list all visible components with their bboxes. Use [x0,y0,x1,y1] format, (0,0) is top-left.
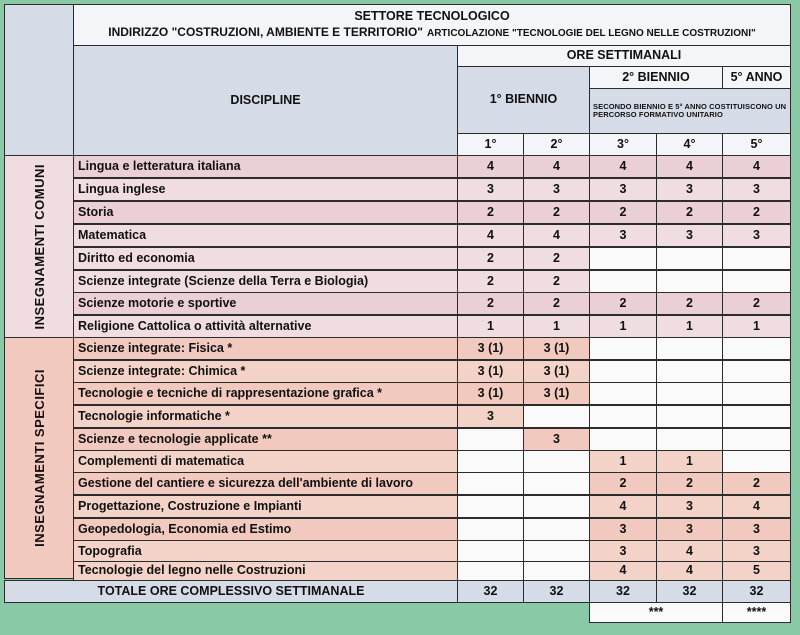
hours-cell: 3 [722,518,791,541]
hours-cell: 1 [656,450,723,473]
hours-cell: 2 [722,201,791,224]
hours-cell [656,382,723,405]
discipline-name: Tecnologie informatiche * [73,405,458,428]
hours-cell: 2 [656,201,723,224]
hours-cell: 2 [523,247,590,270]
hours-cell: 2 [589,201,657,224]
hours-cell: 4 [722,495,791,518]
hours-cell: 2 [722,292,791,315]
year-header-5: 5° [722,133,791,156]
hours-cell: 4 [589,561,657,581]
hours-cell [722,428,791,451]
footnote-second-biennium: *** [589,602,723,623]
discipline-name: Topografia [73,540,458,563]
hours-cell: 3 (1) [457,337,524,360]
hours-cell: 3 [589,540,657,563]
hours-cell: 2 [457,247,524,270]
hours-cell: 3 [457,178,524,201]
discipline-name: Complementi di matematica [73,450,458,473]
discipline-name: Lingua inglese [73,178,458,201]
hours-cell: 3 [656,224,723,247]
discipline-name: Geopedologia, Economia ed Estimo [73,518,458,541]
discipline-name: Scienze integrate: Fisica * [73,337,458,360]
second-biennium-header: 2° BIENNIO [589,66,723,89]
discipline-name: Scienze integrate: Chimica * [73,360,458,383]
hours-cell: 3 (1) [457,360,524,383]
unit-path-note: SECONDO BIENNIO E 5° ANNO COSTITUISCONO UN PERCORSO FORMATIVO UNITARIO [589,88,791,134]
hours-cell: 1 [722,315,791,338]
hours-cell [523,561,590,581]
hours-cell [589,428,657,451]
hours-cell [722,360,791,383]
hours-cell [457,495,524,518]
hours-cell [722,337,791,360]
hours-cell: 2 [523,270,590,293]
total-value: 32 [523,580,590,603]
hours-cell [656,337,723,360]
fifth-year-header: 5° ANNO [722,66,791,89]
hours-cell: 3 (1) [457,382,524,405]
discipline-name: Tecnologie del legno nelle Costruzioni [73,561,458,581]
group-specific [4,337,74,579]
hours-cell [722,382,791,405]
hours-cell: 2 [656,472,723,495]
hours-cell: 2 [457,270,524,293]
corner-cell [4,4,74,156]
hours-cell [722,450,791,473]
articulation-title: ARTICOLAZIONE "TECNOLOGIE DEL LEGNO NELLE COSTRUZIONI" [426,28,756,40]
footnote-fifth-year: **** [722,602,791,623]
hours-cell: 2 [722,472,791,495]
hours-cell: 4 [722,155,791,178]
year-header-3: 3° [589,133,657,156]
group-specific-label: INSEGNAMENTI SPECIFICI [31,369,47,547]
hours-cell [523,450,590,473]
hours-cell [589,382,657,405]
hours-cell: 1 [457,315,524,338]
hours-cell: 3 [457,405,524,428]
hours-cell: 4 [589,495,657,518]
hours-cell [656,428,723,451]
hours-cell [457,561,524,581]
hours-cell [457,540,524,563]
hours-cell: 4 [457,224,524,247]
hours-cell: 3 [656,518,723,541]
hours-cell: 3 [656,178,723,201]
hours-cell: 3 [523,428,590,451]
hours-cell: 3 (1) [523,382,590,405]
hours-cell [523,518,590,541]
year-header-1: 1° [457,133,524,156]
hours-cell: 4 [656,561,723,581]
hours-cell [457,518,524,541]
hours-cell: 3 [722,540,791,563]
hours-cell: 4 [589,155,657,178]
hours-cell [656,360,723,383]
hours-cell: 4 [457,155,524,178]
hours-cell: 3 [523,178,590,201]
hours-cell [589,247,657,270]
address-title: INDIRIZZO "COSTRUZIONI, AMBIENTE E TERRITORIO" [108,25,423,40]
year-header-2: 2° [523,133,590,156]
hours-cell [656,270,723,293]
discipline-name: Lingua e letteratura italiana [73,155,458,178]
hours-cell: 5 [722,561,791,581]
year-header-4: 4° [656,133,723,156]
hours-cell: 3 [722,178,791,201]
hours-cell: 3 [589,178,657,201]
hours-cell: 2 [589,292,657,315]
disciplines-header: DISCIPLINE [73,45,458,156]
hours-cell [457,428,524,451]
sector-title: SETTORE TECNOLOGICO [354,9,510,24]
discipline-name: Tecnologie e tecniche di rappresentazione grafica * [73,382,458,405]
discipline-name: Scienze motorie e sportive [73,292,458,315]
hours-cell [523,472,590,495]
hours-cell: 3 [589,224,657,247]
hours-cell [589,360,657,383]
hours-cell [523,405,590,428]
hours-cell [656,405,723,428]
total-value: 32 [722,580,791,603]
hours-cell: 4 [656,540,723,563]
hours-cell: 3 [589,518,657,541]
hours-cell: 2 [457,201,524,224]
hours-cell: 1 [589,450,657,473]
group-common-label: INSEGNAMENTI COMUNI [31,163,47,330]
hours-cell: 2 [589,472,657,495]
discipline-name: Storia [73,201,458,224]
hours-cell: 3 (1) [523,360,590,383]
hours-cell [589,270,657,293]
hours-cell [656,247,723,270]
hours-cell: 3 [656,495,723,518]
discipline-name: Progettazione, Costruzione e Impianti [73,495,458,518]
hours-cell: 4 [523,155,590,178]
hours-cell: 1 [589,315,657,338]
hours-cell: 1 [523,315,590,338]
hours-cell: 4 [523,224,590,247]
total-value: 32 [656,580,723,603]
hours-cell: 2 [523,201,590,224]
hours-cell: 3 (1) [523,337,590,360]
discipline-name: Scienze integrate (Scienze della Terra e Biologia) [73,270,458,293]
hours-cell [722,247,791,270]
title-block [73,4,791,46]
hours-cell: 2 [656,292,723,315]
group-common [4,155,74,338]
hours-cell [457,450,524,473]
total-value: 32 [457,580,524,603]
hours-cell [722,405,791,428]
discipline-name: Gestione del cantiere e sicurezza dell'ambiente di lavoro [73,472,458,495]
hours-cell [589,337,657,360]
hours-cell [523,495,590,518]
total-label: TOTALE ORE COMPLESSIVO SETTIMANALE [4,580,458,603]
hours-cell [589,405,657,428]
first-biennium-header: 1° BIENNIO [457,66,590,134]
hours-cell: 2 [523,292,590,315]
total-value: 32 [589,580,657,603]
hours-cell [722,270,791,293]
discipline-name: Scienze e tecnologie applicate ** [73,428,458,451]
hours-cell: 1 [656,315,723,338]
hours-cell: 4 [656,155,723,178]
discipline-name: Matematica [73,224,458,247]
hours-cell: 2 [457,292,524,315]
hours-cell [523,540,590,563]
hours-cell [457,472,524,495]
weekly-hours-header: ORE SETTIMANALI [457,45,791,67]
discipline-name: Diritto ed economia [73,247,458,270]
discipline-name: Religione Cattolica o attività alternative [73,315,458,338]
hours-cell: 3 [722,224,791,247]
